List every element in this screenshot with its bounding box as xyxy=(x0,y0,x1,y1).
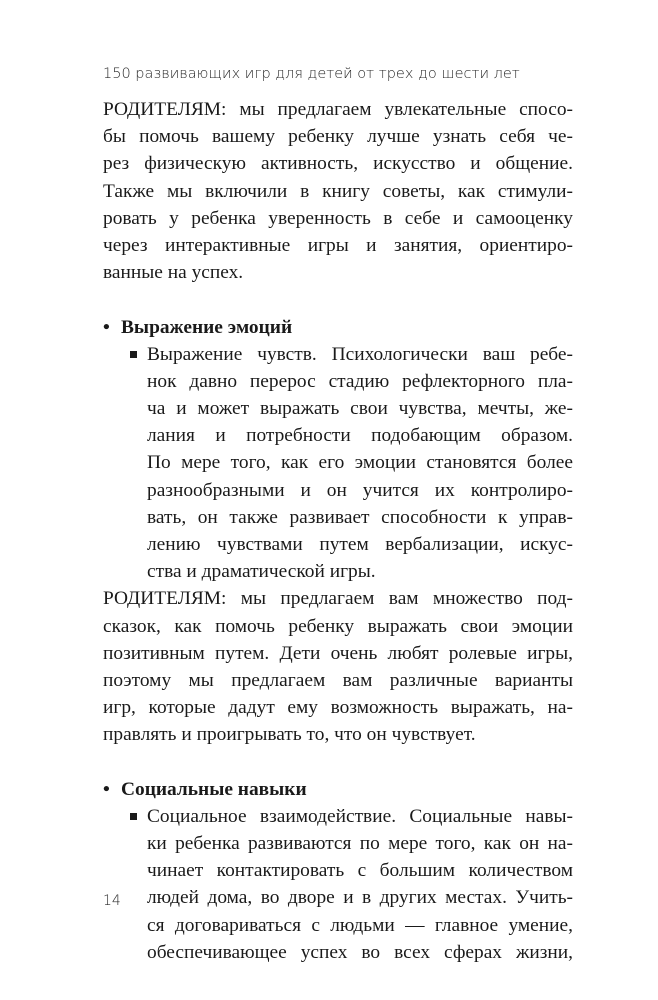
paragraph-line: рез физическую активность, искусство и общение. xyxy=(103,153,573,175)
sub-item-line: обеспечивающее успех во всех сферах жизни, xyxy=(147,941,573,963)
paragraph-line: Также мы включили в книгу советы, как стимули- xyxy=(103,180,573,202)
sub-item-line: лению чувствами путем вербализации, искус- xyxy=(147,534,573,555)
section-social-skills xyxy=(103,776,573,966)
paragraph-line: бы помочь вашему ребенку лучше узнать себя че- xyxy=(103,126,573,148)
sub-item-line: ся договариваться с людьми — главное умение, xyxy=(147,914,573,936)
paragraph-line: правлять и проигрывать то, что он чувствует. xyxy=(103,724,476,746)
sub-item-line: ства и драматической игры. xyxy=(147,561,376,583)
bullet-icon: • xyxy=(103,778,110,800)
sub-item-line: ча и может выражать свои чувства, мечты, же- xyxy=(147,398,573,420)
paragraph-line: игр, которые дадут ему возможность выражать, на- xyxy=(103,697,573,719)
sub-item-line: вать, он также развивает способности к управ- xyxy=(147,506,573,528)
section-heading xyxy=(103,776,573,803)
square-bullet-icon xyxy=(130,813,137,820)
sub-item-line: чинает контактировать с большим количеством xyxy=(147,860,573,882)
page-number: 14 xyxy=(103,893,121,909)
sub-item-line xyxy=(147,341,573,368)
paragraph-parents-1 xyxy=(103,96,573,286)
paragraph-gap xyxy=(103,749,573,776)
paragraph-parents-2 xyxy=(103,585,573,748)
sub-item-line-text: Социальное взаимодействие. Социальные навы- xyxy=(147,805,573,827)
sub-item-line-text: Выражение чувств. Психологически ваш ребе- xyxy=(147,343,573,365)
paragraph-gap xyxy=(103,286,573,313)
sub-item-feelings xyxy=(103,341,573,586)
section-emotions xyxy=(103,314,573,586)
paragraph-line: ровать у ребенка уверенность в себе и самооценку xyxy=(103,207,573,229)
paragraph-line: позитивным путем. Дети очень любят ролевые игры, xyxy=(103,642,573,664)
section-heading xyxy=(103,314,573,341)
paragraph-line: РОДИТЕЛЯМ: мы предлагаем увлекательные спосо- xyxy=(103,99,573,120)
square-bullet-icon xyxy=(130,351,137,358)
paragraph-line: поэтому мы предлагаем вам различные варианты xyxy=(103,669,573,691)
sub-item-line xyxy=(147,803,573,830)
sub-item-social-interaction xyxy=(103,803,573,966)
sub-item-line: ки ребенка развиваются по мере того, как он на- xyxy=(147,833,573,855)
sub-item-line: лания и потребности подобающим образом. xyxy=(147,425,573,447)
paragraph-line: сказок, как помочь ребенку выражать свои эмоции xyxy=(103,615,573,637)
paragraph-line: через интерактивные игры и занятия, ориентиро- xyxy=(103,234,573,256)
body-text xyxy=(103,96,573,966)
section-heading-text: Выражение эмоций xyxy=(121,316,293,338)
sub-item-line: разнообразными и он учится их контролиро- xyxy=(147,479,573,501)
sub-item-line: По мере того, как его эмоции становятся более xyxy=(147,452,573,474)
paragraph-line: ванные на успех. xyxy=(103,262,244,284)
section-heading-text: Социальные навыки xyxy=(121,778,307,800)
running-head: 150 развивающих игр для детей от трех до шести лет xyxy=(103,66,520,82)
paragraph-line: РОДИТЕЛЯМ: мы предлагаем вам множество под- xyxy=(103,588,573,610)
sub-item-line: нок давно перерос стадию рефлекторного пла- xyxy=(147,370,573,392)
sub-item-line: людей дома, во дворе и в других местах. Учить- xyxy=(147,887,573,909)
bullet-icon: • xyxy=(103,316,110,338)
